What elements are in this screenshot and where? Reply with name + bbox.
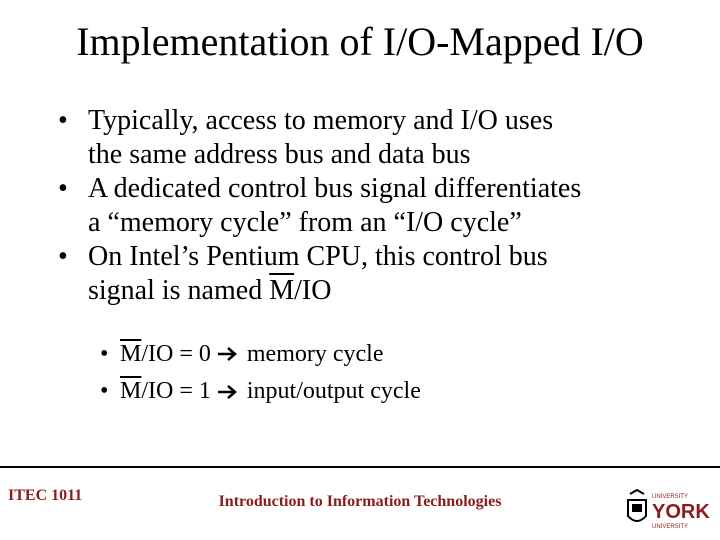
bullet-line: Typically, access to memory and I/O uses [88,105,554,136]
sub-bullet-item [100,373,660,410]
signal-value: /IO = 1 [141,378,211,405]
signal-prefix: signal is named [88,275,270,306]
bullet-line: On Intel’s Pentium CPU, this control bus [88,241,548,272]
overlined-signal-m: $\overline{M}$ [269,275,295,306]
bullet-line: a “memory cycle” from an “I/O cycle” [88,207,522,238]
overlined-signal-m: $\overline{M}$ [120,378,142,405]
bullet-dot: • [100,341,109,367]
bullet-line: the same address bus and data bus [88,139,471,170]
sub-bullet-list [100,336,660,411]
cycle-result: input/output cycle [246,378,421,405]
course-title: Introduction to Information Technologies [218,493,502,510]
cycle-result: memory cycle [246,341,384,367]
signal-suffix: /IO [294,275,332,306]
slide-title: Implementation of I/O-Mapped I/O [76,19,644,64]
bullet-dot: • [58,173,68,204]
right-arrow-icon [217,375,241,411]
logo-university-top: UNIVERSITY [652,494,689,500]
footer-divider [0,466,720,468]
course-code: ITEC 1011 [8,487,83,504]
right-arrow-icon [217,337,241,373]
logo-university-bottom: UNIVERSITY [652,524,689,530]
bullet-dot: • [58,241,68,272]
bullet-item [58,104,698,172]
bullet-line: A dedicated control bus signal differentiates [88,173,582,204]
bullet-item [58,172,698,240]
york-university-logo [622,488,714,534]
overlined-signal-m: $\overline{M}$ [120,341,142,367]
bullet-dot: • [58,105,68,136]
bullet-dot: • [100,378,109,405]
logo-york: YORK [652,501,710,523]
bullet-list [58,104,698,308]
bullet-item [58,240,698,308]
signal-value: /IO = 0 [141,341,211,367]
bullet-line [88,274,698,308]
crest-icon [628,490,646,521]
sub-bullet-item [100,336,660,373]
